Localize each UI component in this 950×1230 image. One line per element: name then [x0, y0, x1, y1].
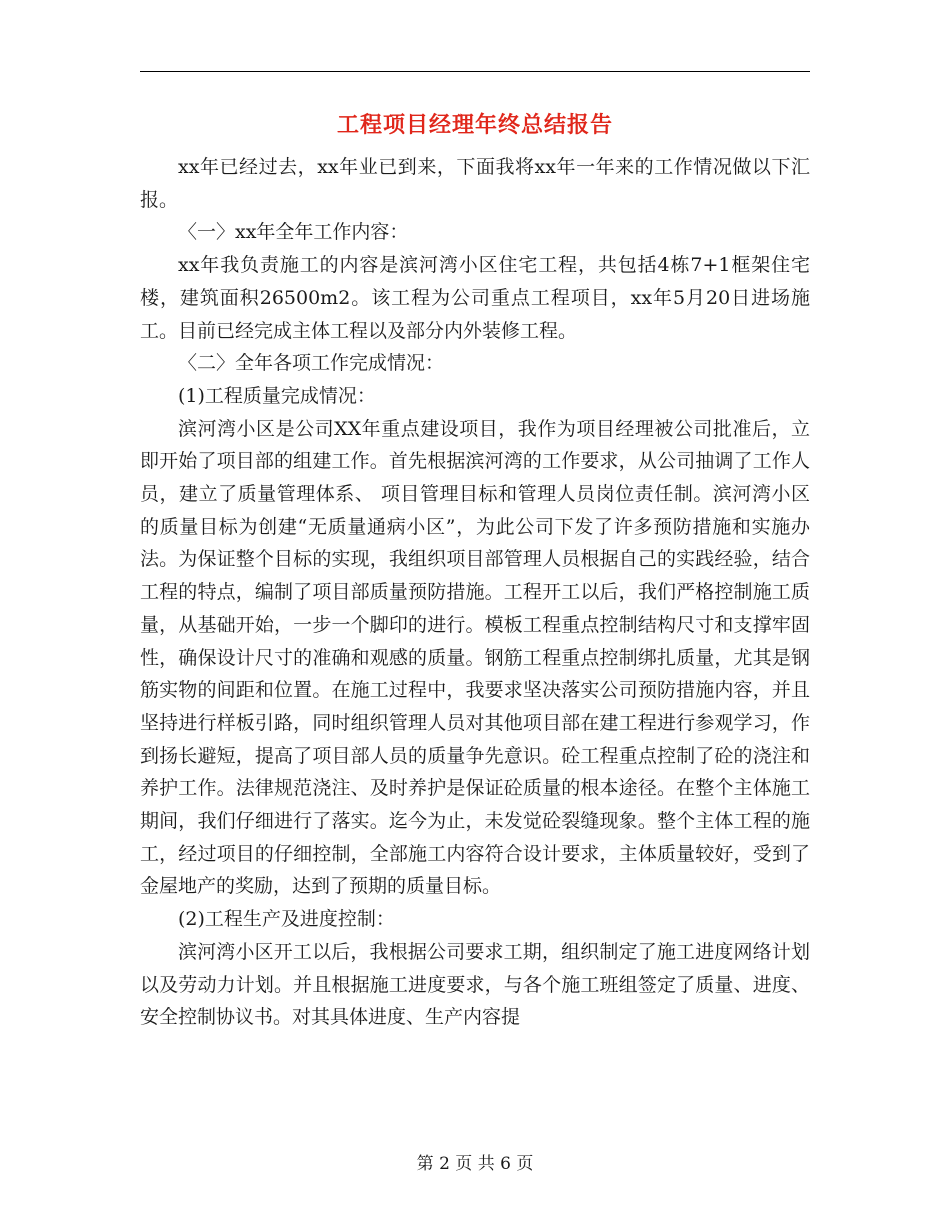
page-footer: 第 2 页 共 6 页: [416, 1154, 534, 1174]
section-heading-2: 〈二〉全年各项工作完成情况：: [178, 352, 445, 375]
document-title: 工程项目经理年终总结报告: [336, 112, 613, 138]
header-rule: [140, 71, 810, 72]
subheading-progress: (2)工程生产及进度控制：: [178, 908, 395, 931]
document-body: [140, 151, 810, 1034]
paragraph-quality: 滨河湾小区是公司XX年重点建设项目，我作为项目经理被公司批准后，立即开始了项目部的组建工作。首先根据滨河湾的工作要求，从公司抽调了工作人员，建立了质量管理体系、 项目管理目标和管理人员岗位责任制。滨河湾小区的质量目标为创建“无质量通病小区”，为此公司下发了许多预防措施和实施办法。为保证整个目标的实现，我组织项目部管理人员根据自己的实践经验，结合工程的特点，编制了项目部质量预防措施。工程开工以后，我们严格控制施工质量，从基础开始，一步一个脚印的进行。模板工程重点控制结构尺寸和支撑牢固性，确保设计尺寸的准确和观感的质量。钢筋工程重点控制绑扎质量，尤其是钢筋实物的间距和位置。在施工过程中，我要求坚决落实公司预防措施内容，并且坚持进行样板引路，同时组织管理人员对其他项目部在建工程进行参观学习，作到扬长避短，提高了项目部人员的质量争先意识。砼工程重点控制了砼的浇注和养护工作。法律规范浇注、及时养护是保证砼质量的根本途径。在整个主体施工期间，我们仔细进行了落实。迄今为止，未发觉砼裂缝现象。整个主体工程的施工，经过项目的仔细控制，全部施工内容符合设计要求，主体质量较好，受到了金屋地产的奖励，达到了预期的质量目标。: [140, 417, 810, 898]
paragraph-progress: 滨河湾小区开工以后，我根据公司要求工期，组织制定了施工进度网络计划以及劳动力计划。并且根据施工进度要求，与各个施工班组签定了质量、进度、安全控制协议书。对其具体进度、生产内容提: [140, 940, 810, 1029]
paragraph-work-content: xx年我负责施工的内容是滨河湾小区住宅工程，共包括4栋7+1框架住宅楼，建筑面积26500m2。该工程为公司重点工程项目，xx年5月20日进场施工。目前已经完成主体工程以及部分内外装修工程。: [140, 254, 810, 342]
paragraph-intro: xx年已经过去，xx年业已到来，下面我将xx年一年来的工作情况做以下汇报。: [140, 156, 810, 211]
section-heading-1: 〈一〉xx年全年工作内容：: [178, 221, 409, 244]
subheading-quality: (1)工程质量完成情况：: [178, 384, 376, 407]
